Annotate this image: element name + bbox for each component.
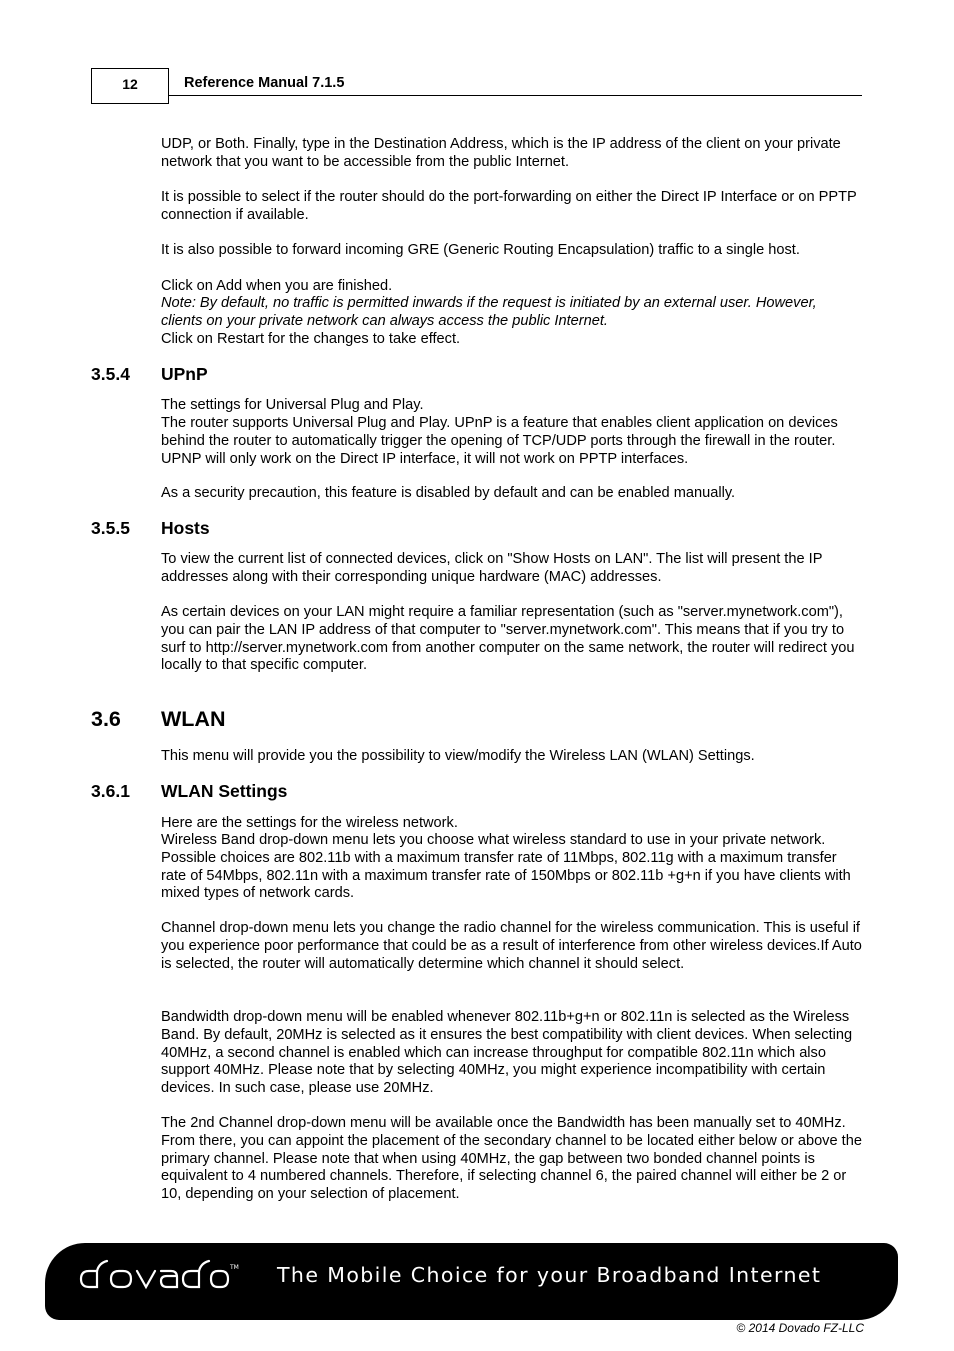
section-title: UPnP	[161, 364, 208, 384]
section-title: WLAN	[161, 707, 226, 731]
bandwidth-description: Bandwidth drop-down menu will be enabled whenever 802.11b+g+n or 802.11n is selected as the Wireless Band. By default, 20MHz is selected as it ensures the best compatibility with client devices. When selecting 40MHz, a second channel is enabled which can increase throughput for compatible 802.11n which also support 40MHz. Please note that by selecting 40MHz, you might experience incompatibility with certain devices. In such case, please use 20MHz.	[161, 1009, 853, 1097]
wireless-band-description: Wireless Band drop-down menu lets you choose what wireless standard to use in your private network. Possible choices are 802.11b with a maximum transfer rate of 11Mbps, 802.11g with a maximum transfer rate of 54Mbps, 802.11n with a maximum transfer rate of 150Mbps or 802.11b +g+n if you have clients with mixed types of network cards.	[161, 832, 851, 902]
paragraph-gre: It is also possible to forward incoming GRE (Generic Routing Encapsulation) traffic to a single host.	[161, 242, 800, 258]
document-title: Reference Manual 7.1.5	[184, 75, 345, 91]
header-divider	[168, 95, 862, 96]
section-number: 3.5.4	[91, 364, 130, 384]
page-number: 12	[122, 76, 138, 92]
footer-tagline: The Mobile Choice for your Broadband Internet	[277, 1263, 822, 1287]
second-channel-description: The 2nd Channel drop-down menu will be available once the Bandwidth has been manually set to 40MHz. From there, you can appoint the placement of the secondary channel to be located either below or above the primary channel. Please note that when using 40MHz, the gap between two bonded channel points is equivalent to 4 numbered channels. Therefore, if selecting channel 6, the paired channel will either be 2 or 10, depending on your selection of placement.	[161, 1115, 862, 1203]
section-number: 3.6.1	[91, 781, 130, 801]
paragraph-port-forwarding: It is possible to select if the router should do the port-forwarding on either the Direct IP Interface or on PPTP connection if available.	[161, 189, 857, 223]
section-number: 3.6	[91, 707, 121, 731]
wlan-settings-intro: Here are the settings for the wireless network.	[161, 815, 458, 831]
upnp-description: The router supports Universal Plug and Play. UPnP is a feature that enables client application on devices behind the router to automatically trigger the opening of TCP/UDP ports through the firewall in the router. UPNP will only work on the Direct IP interface, it will not work on PPTP interfaces.	[161, 415, 838, 467]
footer-banner	[45, 1243, 898, 1320]
wlan-intro: This menu will provide you the possibility to view/modify the Wireless LAN (WLAN) Settings.	[161, 748, 755, 764]
upnp-intro: The settings for Universal Plug and Play.	[161, 397, 424, 413]
heading-wlan	[91, 707, 225, 732]
page-number-box	[91, 68, 169, 104]
heading-upnp	[91, 364, 208, 385]
heading-wlan-settings	[91, 781, 287, 802]
heading-hosts	[91, 518, 210, 539]
paragraph-destination-address: UDP, or Both. Finally, type in the Destination Address, which is the IP address of the client on your private network that you want to be accessible from the public Internet.	[161, 136, 841, 170]
paragraph-click-add: Click on Add when you are finished.	[161, 278, 393, 294]
section-title: Hosts	[161, 518, 210, 538]
channel-description: Channel drop-down menu lets you change the radio channel for the wireless communication. This is useful if you experience poor performance that could be as a result of interference from other wireless devices.If Auto is selected, the router will automatically determine which channel it should select.	[161, 920, 862, 972]
section-number: 3.5.5	[91, 518, 130, 538]
paragraph-restart: Click on Restart for the changes to take effect.	[161, 331, 461, 347]
hosts-pairing-description: As certain devices on your LAN might require a familiar representation (such as "server.mynetwork.com"), you can pair the LAN IP address of that computer to "server.mynetwork.com". This means that if you try to surf to http://server.mynetwork.com from another computer on the same network, the router will redirect you locally to that specific computer.	[161, 604, 855, 674]
svg-text:TM: TM	[230, 1264, 239, 1271]
hosts-list-description: To view the current list of connected devices, click on "Show Hosts on LAN". The list will present the IP addresses along with their corresponding unique hardware (MAC) addresses.	[161, 551, 823, 585]
copyright-notice: © 2014 Dovado FZ-LLC	[736, 1321, 864, 1335]
upnp-security-note: As a security precaution, this feature is disabled by default and can be enabled manually.	[161, 485, 736, 501]
dovado-logo	[77, 1257, 237, 1293]
section-title: WLAN Settings	[161, 781, 288, 801]
paragraph-note: Note: By default, no traffic is permitted inwards if the request is initiated by an external user. However, clients on your private network can always access the public Internet.	[161, 295, 817, 329]
